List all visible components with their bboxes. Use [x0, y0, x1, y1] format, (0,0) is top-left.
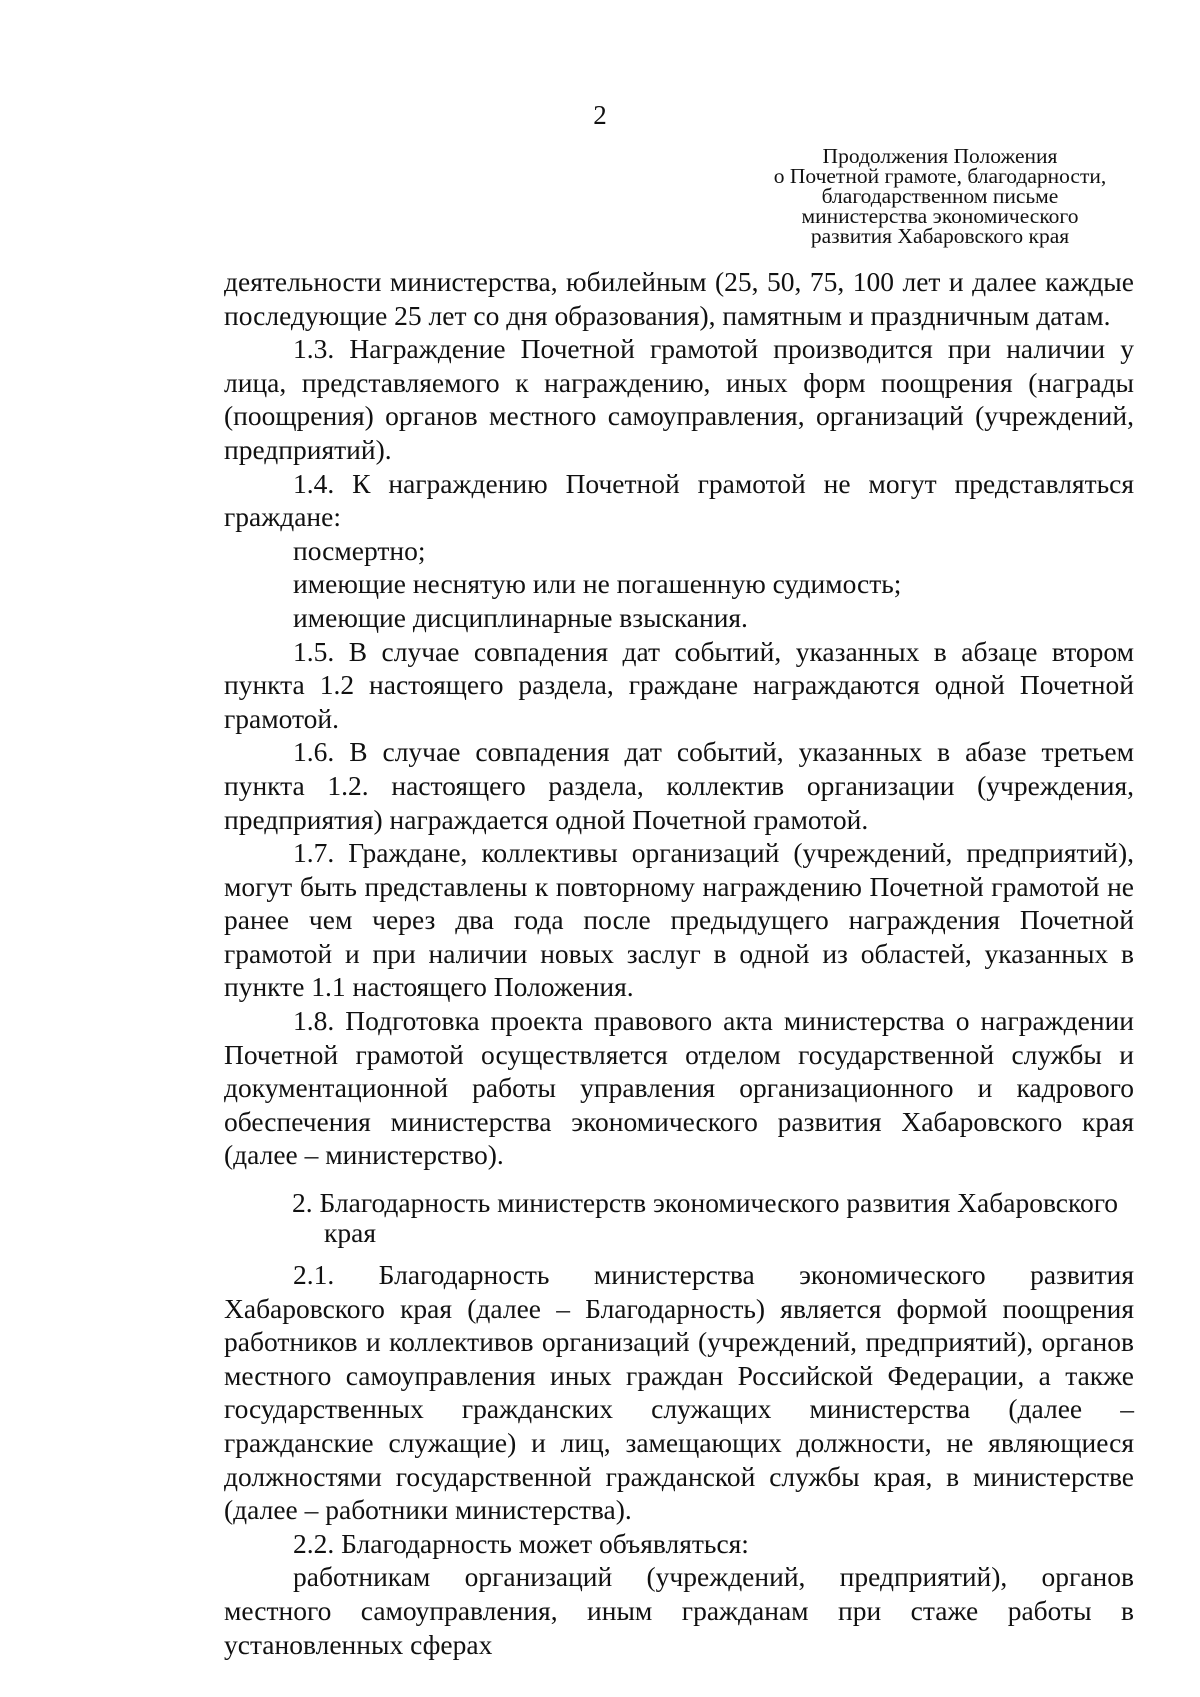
- running-header: [745, 146, 1135, 246]
- paragraph-1-7: 1.7. Граждане, коллективы организаций (учреждений, предприятий), могут быть представлены к повторному награждению Почетной грамотой не ранее чем через два года после предыдущего награждения Почетной грамотой и при наличии новых заслуг в одной из областей, указанных в пункте 1.1 настоящего Положения.: [224, 837, 1134, 1003]
- paragraph-continuation: деятельности министерства, юбилейным (25, 50, 75, 100 лет и далее каждые последующие 25 лет со дня образования), памятным и праздничным датам.: [224, 266, 1134, 331]
- section-2-heading-line1: 2. Благодарность министерств экономического развития Хабаровского: [292, 1187, 1119, 1219]
- paragraph-1-4: 1.4. К награждению Почетной грамотой не могут представляться граждане:: [224, 467, 1134, 533]
- document-body: [224, 265, 1134, 1661]
- running-header-line: Продолжения Положения: [822, 144, 1058, 168]
- page-number: 2: [593, 100, 607, 130]
- running-header-line: министерства экономического: [801, 204, 1079, 228]
- paragraph-1-5: 1.5. В случае совпадения дат событий, указанных в абзаце втором пункта 1.2 настоящего раздела, граждане награждаются одной Почетной грамотой.: [224, 635, 1134, 734]
- paragraph-1-6: 1.6. В случае совпадения дат событий, указанных в абазе третьем пункта 1.2. настоящего раздела, коллектив организации (учреждения, предприятия) награждается одной Почетной грамотой.: [224, 736, 1134, 835]
- list-item-1-4-conviction: имеющие неснятую или не погашенную судимость;: [293, 568, 902, 600]
- list-item-1-4-disciplinary: имеющие дисциплинарные взыскания.: [293, 601, 748, 633]
- running-header-line: о Почетной грамоте, благодарности,: [773, 164, 1107, 188]
- paragraph-1-3: 1.3. Награждение Почетной грамотой производится при наличии у лица, представляемого к награждению, иных форм поощрения (награды (поощрения) органов местного самоуправления, организаций (учреждений, предприятий).: [224, 333, 1134, 465]
- section-2-heading-line2: края: [324, 1217, 376, 1249]
- paragraph-1-8: 1.8. Подготовка проекта правового акта министерства о награждении Почетной грамотой осуществляется отделом государственной службы и документационной работы управления организационного и кадрового обеспечения министерства экономического развития Хабаровского края (далее – министерство).: [224, 1005, 1134, 1171]
- running-header-line: благодарственном письме: [821, 184, 1059, 208]
- list-item-1-4-posthumous: посмертно;: [293, 534, 426, 566]
- running-header-line: развития Хабаровского края: [810, 224, 1070, 248]
- paragraph-2-1: 2.1. Благодарность министерства экономического развития Хабаровского края (далее – Благодарность) является формой поощрения работников и коллективов организаций (учреждений, предприятий), органов местного самоуправления иных граждан Российской Федерации, а также государственных гражданских служащих министерства (далее – гражданские служащие) и лиц, замещающих должности, не являющиеся должностями государственной гражданской службы края, в министерстве (далее – работники министерства).: [224, 1259, 1134, 1526]
- paragraph-2-2-employees: работникам организаций (учреждений, предприятий), органов местного самоуправления, иным гражданам при стаже работы в установленных сферах: [224, 1561, 1134, 1660]
- section-2-heading: [224, 1188, 1134, 1248]
- paragraph-2-2: 2.2. Благодарность может объявляться:: [293, 1527, 749, 1559]
